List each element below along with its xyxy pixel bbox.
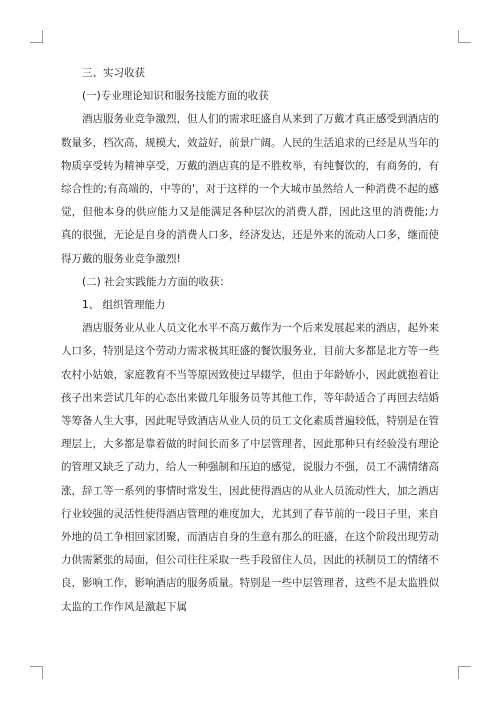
subsection-title-1: (一)专业理论知识和服务技能方面的收获 [82, 90, 269, 103]
list-item-heading-1: 1、 组织管理能力 [82, 299, 166, 312]
document-body [61, 62, 439, 619]
section-title: 三、实习收获 [82, 67, 145, 79]
subsection-title-2: (二) 社会实践能力方面的收获： [82, 275, 231, 288]
paragraph-2: 酒店服务业从业人员文化水平不高万戴作为一个后来发展起来的酒店，起外来人口多，特别是这个劳动力需求极其旺盛的餐饮服务业，目前大多都是北方等一些农村小姑娘，家庭教育不当等原因致使过早辍学，但由于年龄娇小，因此就抱着让孩子出来尝试几年的心态出来做几年服务员等其他工作，等年龄适合了再回去结婚等筹备人生大事，因此呢导致酒店从业人员的员工文化素质普遍较低，特别是在管理层上，大多都是靠着做的时间长而多了中层管理者，因此那种只有经验没有理论的管理又缺乏了动力，给人一种强制和压迫的感觉，说服力不强，员工不满情绪高涨，辞工等一系列的事情时常发生，因此使得酒店的从业人员流动性大，加之酒店行业较强的灵活性使得酒店管理的难度加大，尤其到了春节前的一段日子里，来自外地的员工争相回家团聚，而酒店自身的生意有那么的旺盛，在这个阶段出现劳动力供需紧张的局面，但公司往往采取一些手段留住人员，因此的袄制员工的情绪不良，影响工作，影响酒店的服务质量。特别是一些中层管理者，这些不是太监胜似太监的工作作风是激起下属 [61, 322, 439, 613]
crop-mark-top-left [30, 30, 43, 43]
paragraph-1: 酒店服务业竞争激烈，但人们的需求旺盛自从来到了万戴才真正感受到酒店的数量多，档次高，规模大，效益好，前景广阔。人民的生活追求的已经是从当年的物质享受转为精神享受，万戴的酒店真的是不胜枚举，有纯餐饮的，有商务的，有综合性的;有高端的，中等的'，对于这样的一个大城市虽然给人一种消费不起的感觉，但他本身的供应能力又是能满足各种层次的消费人群，因此这里的消费能;力真的很强，无论是自身的消费人口多，经济发达，还是外来的流动人口多，继而使得万戴的服务业竞争激烈! [61, 113, 439, 265]
crop-mark-top-right [458, 30, 471, 43]
crop-mark-bottom-left [30, 666, 43, 679]
crop-mark-bottom-right [458, 666, 471, 679]
